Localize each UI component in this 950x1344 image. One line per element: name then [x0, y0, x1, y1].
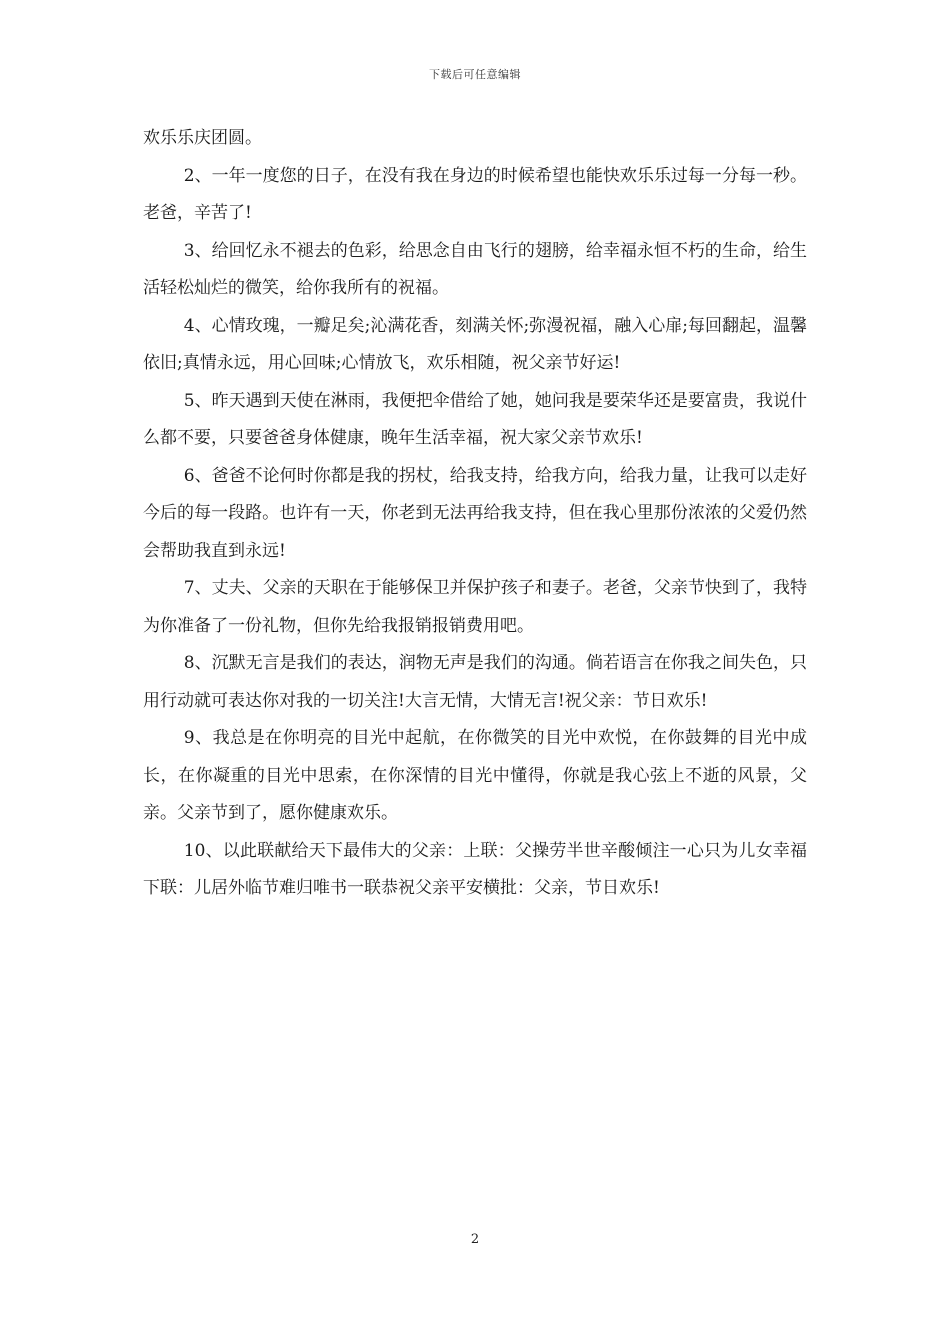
- paragraph-item-4: 4、心情玫瑰，一瓣足矣;沁满花香，刻满关怀;弥漫祝福，融入心扉;每回翻起，温馨依旧;真情永远，用心回味;心情放飞，欢乐相随，祝父亲节好运!: [143, 315, 807, 373]
- document-body: [143, 120, 807, 908]
- paragraph-item-7: 7、丈夫、父亲的天职在于能够保卫并保护孩子和妻子。老爸，父亲节快到了，我特为你准备了一份礼物，但你先给我报销报销费用吧。: [143, 578, 807, 636]
- paragraph-item-5: 5、昨天遇到天使在淋雨，我便把伞借给了她，她问我是要荣华还是要富贵，我说什么都不要，只要爸爸身体健康，晚年生活幸福，祝大家父亲节欢乐!: [143, 390, 807, 448]
- paragraph-item-8: 8、沉默无言是我们的表达，润物无声是我们的沟通。倘若语言在你我之间失色，只用行动就可表达你对我的一切关注!大言无情，大情无言!祝父亲：节日欢乐!: [143, 653, 807, 711]
- paragraph-continuation: 欢乐乐庆团圆。: [143, 128, 262, 148]
- paragraph-item-2: 2、一年一度您的日子，在没有我在身边的时候希望也能快欢乐乐过每一分每一秒。老爸，辛苦了!: [143, 165, 807, 223]
- paragraph-item-3: 3、给回忆永不褪去的色彩，给思念自由飞行的翅膀，给幸福永恒不朽的生命，给生活轻松灿烂的微笑，给你我所有的祝福。: [143, 240, 807, 298]
- page-header: 下载后可任意编辑: [429, 68, 521, 81]
- paragraph-item-6: 6、爸爸不论何时你都是我的拐杖，给我支持，给我方向，给我力量，让我可以走好今后的每一段路。也许有一天，你老到无法再给我支持，但在我心里那份浓浓的父爱仍然会帮助我直到永远!: [143, 465, 807, 561]
- paragraph-item-9: 9、我总是在你明亮的目光中起航，在你微笑的目光中欢悦，在你鼓舞的目光中成长，在你凝重的目光中思索，在你深情的目光中懂得，你就是我心弦上不逝的风景，父亲。父亲节到了，愿你健康欢乐。: [143, 728, 807, 823]
- page-number: 2: [470, 1232, 480, 1247]
- paragraph-item-10: 10、以此联献给天下最伟大的父亲：上联：父操劳半世辛酸倾注一心只为儿女幸福下联：儿居外临节难归唯书一联恭祝父亲平安横批：父亲，节日欢乐!: [143, 840, 807, 898]
